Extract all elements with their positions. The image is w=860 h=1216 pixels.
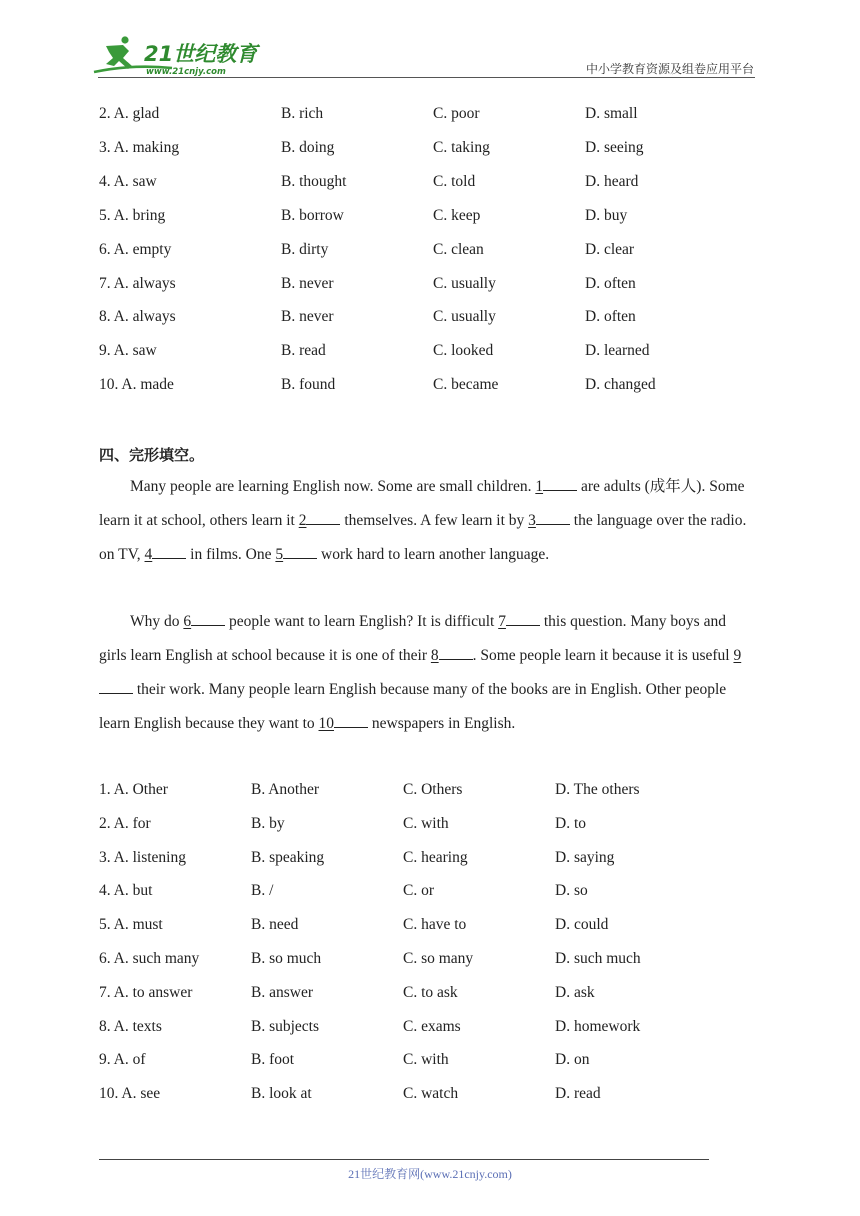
option-b[interactable]: B. foot bbox=[251, 1051, 295, 1069]
option-b[interactable]: B. speaking bbox=[251, 848, 325, 866]
option-c[interactable]: C. with bbox=[403, 814, 449, 832]
option-a[interactable]: 6. A. empty bbox=[99, 240, 172, 258]
option-d[interactable]: D. learned bbox=[585, 342, 650, 360]
option-row bbox=[0, 139, 860, 163]
option-a[interactable]: 2. A. glad bbox=[99, 105, 160, 122]
option-b[interactable]: B. by bbox=[251, 814, 285, 832]
option-b[interactable]: B. never bbox=[281, 308, 334, 326]
option-b[interactable]: B. dirty bbox=[281, 240, 329, 258]
option-b[interactable]: B. / bbox=[251, 882, 274, 900]
option-b[interactable]: B. read bbox=[281, 342, 326, 360]
paragraph-text: Many people are learning English now. Some are small children. bbox=[130, 478, 536, 495]
option-row bbox=[0, 1018, 860, 1042]
blank-5[interactable]: 5 bbox=[275, 546, 317, 563]
option-d[interactable]: D. The others bbox=[555, 781, 640, 798]
option-a[interactable]: 10. A. made bbox=[99, 376, 174, 394]
option-b[interactable]: B. subjects bbox=[251, 1017, 320, 1035]
option-a[interactable]: 1. A. Other bbox=[99, 781, 168, 798]
option-row bbox=[0, 1085, 860, 1109]
header-divider bbox=[98, 77, 755, 78]
page-header bbox=[0, 0, 860, 80]
option-b[interactable]: B. look at bbox=[251, 1085, 312, 1103]
option-d[interactable]: D. changed bbox=[585, 376, 656, 394]
option-c[interactable]: C. or bbox=[403, 882, 434, 900]
option-d[interactable]: D. such much bbox=[555, 950, 641, 967]
option-b[interactable]: B. thought bbox=[281, 172, 347, 190]
blank-7[interactable]: 7 bbox=[498, 613, 540, 630]
paragraph-text: this question. Many boys and girls learn English at school because it is one of their bbox=[99, 613, 726, 664]
option-d[interactable]: D. heard bbox=[585, 172, 639, 190]
option-b[interactable]: B. need bbox=[251, 916, 299, 934]
option-c[interactable]: C. with bbox=[403, 1051, 449, 1069]
blank-6[interactable]: 6 bbox=[183, 613, 225, 630]
option-a[interactable]: 2. A. for bbox=[99, 814, 151, 832]
blank-3[interactable]: 3 bbox=[528, 512, 570, 529]
option-b[interactable]: B. never bbox=[281, 274, 334, 292]
option-b[interactable]: B. Another bbox=[251, 781, 320, 798]
paragraph-text: are adults (成年人). Some learn it at school, others learn it bbox=[99, 478, 745, 529]
option-a[interactable]: 6. A. such many bbox=[99, 950, 200, 967]
blank-9[interactable]: 9 bbox=[99, 647, 741, 698]
option-row bbox=[0, 207, 860, 231]
option-c[interactable]: C. watch bbox=[403, 1085, 459, 1103]
footer-text: 21世纪教育网(www.21cnjy.com) bbox=[348, 1167, 512, 1181]
option-row bbox=[0, 275, 860, 299]
paragraph-text: the language over the radio. on TV, bbox=[99, 512, 747, 563]
option-d[interactable]: D. often bbox=[585, 274, 636, 292]
option-c[interactable]: C. taking bbox=[433, 138, 490, 156]
option-c[interactable]: C. poor bbox=[433, 105, 480, 122]
option-c[interactable]: C. looked bbox=[433, 342, 494, 360]
footer-divider bbox=[99, 1159, 709, 1160]
option-row bbox=[0, 882, 860, 906]
paragraph-text: newspapers in English. bbox=[368, 715, 516, 732]
option-row bbox=[0, 815, 860, 839]
option-row bbox=[0, 105, 860, 129]
option-d[interactable]: D. small bbox=[585, 105, 638, 122]
option-a[interactable]: 8. A. always bbox=[99, 308, 176, 326]
option-a[interactable]: 10. A. see bbox=[99, 1085, 161, 1103]
option-c[interactable]: C. to ask bbox=[403, 983, 458, 1001]
option-row bbox=[0, 849, 860, 873]
option-row bbox=[0, 342, 860, 366]
option-a[interactable]: 9. A. of bbox=[99, 1051, 146, 1069]
paragraph-text: themselves. A few learn it by bbox=[340, 512, 529, 529]
option-c[interactable]: C. Others bbox=[403, 781, 463, 798]
option-b[interactable]: B. so much bbox=[251, 950, 322, 967]
option-d[interactable]: D. to bbox=[555, 814, 586, 832]
option-c[interactable]: C. usually bbox=[433, 308, 496, 326]
blank-2[interactable]: 2 bbox=[299, 512, 341, 529]
option-c[interactable]: C. hearing bbox=[403, 848, 468, 866]
option-a[interactable]: 4. A. but bbox=[99, 882, 153, 900]
section-title: 四、完形填空。 bbox=[99, 446, 205, 464]
option-a[interactable]: 9. A. saw bbox=[99, 342, 157, 360]
logo-text: 21世纪教育 bbox=[144, 42, 258, 66]
cloze-paragraph-1 bbox=[99, 470, 749, 572]
option-d[interactable]: D. buy bbox=[585, 206, 628, 224]
option-c[interactable]: C. usually bbox=[433, 274, 496, 292]
site-logo bbox=[92, 34, 262, 78]
option-row bbox=[0, 984, 860, 1008]
option-row bbox=[0, 308, 860, 332]
option-c[interactable]: C. so many bbox=[403, 950, 474, 967]
option-row bbox=[0, 916, 860, 940]
option-row bbox=[0, 950, 860, 974]
option-row bbox=[0, 781, 860, 805]
option-c[interactable]: C. clean bbox=[433, 240, 484, 258]
blank-4[interactable]: 4 bbox=[145, 546, 187, 563]
option-row bbox=[0, 1051, 860, 1075]
cloze-paragraph-2 bbox=[99, 605, 749, 741]
option-a[interactable]: 3. A. making bbox=[99, 138, 180, 156]
option-a[interactable]: 5. A. must bbox=[99, 916, 163, 934]
option-d[interactable]: D. clear bbox=[585, 240, 635, 258]
option-d[interactable]: D. read bbox=[555, 1085, 601, 1103]
option-c[interactable]: C. keep bbox=[433, 206, 481, 224]
option-d[interactable]: D. homework bbox=[555, 1017, 641, 1035]
option-a[interactable]: 5. A. bring bbox=[99, 206, 166, 224]
option-c[interactable]: C. told bbox=[433, 172, 476, 190]
option-c[interactable]: C. have to bbox=[403, 916, 467, 934]
platform-name: 中小学教育资源及组卷应用平台 bbox=[585, 62, 754, 76]
option-b[interactable]: B. doing bbox=[281, 138, 335, 156]
option-d[interactable]: D. could bbox=[555, 916, 609, 934]
paragraph-text: in films. One bbox=[186, 546, 276, 563]
option-a[interactable]: 4. A. saw bbox=[99, 172, 157, 190]
option-row bbox=[0, 173, 860, 197]
option-c[interactable]: C. became bbox=[433, 376, 499, 394]
paragraph-text: their work. Many people learn English because many of the books are in English. Other people learn English because they want to bbox=[99, 681, 727, 732]
logo-url: www.21cnjy.com bbox=[146, 67, 226, 77]
option-b[interactable]: B. found bbox=[281, 376, 336, 394]
option-row bbox=[0, 376, 860, 400]
option-c[interactable]: C. exams bbox=[403, 1017, 461, 1035]
option-row bbox=[0, 241, 860, 265]
paragraph-text: . Some people learn it because it is useful bbox=[472, 647, 734, 664]
option-b[interactable]: B. answer bbox=[251, 983, 313, 1001]
paragraph-text: Why do bbox=[130, 613, 184, 630]
option-d[interactable]: D. saying bbox=[555, 848, 615, 866]
option-a[interactable]: 7. A. always bbox=[99, 274, 176, 292]
option-d[interactable]: D. often bbox=[585, 308, 636, 326]
option-b[interactable]: B. rich bbox=[281, 105, 324, 122]
paragraph-text: people want to learn English? It is difficult bbox=[225, 613, 499, 630]
option-a[interactable]: 3. A. listening bbox=[99, 848, 186, 866]
paragraph-text: work hard to learn another language. bbox=[317, 546, 550, 563]
option-b[interactable]: B. borrow bbox=[281, 206, 344, 224]
blank-1[interactable]: 1 bbox=[535, 478, 577, 495]
blank-10[interactable]: 10 bbox=[319, 715, 369, 732]
option-d[interactable]: D. ask bbox=[555, 983, 595, 1001]
option-d[interactable]: D. seeing bbox=[585, 138, 644, 156]
blank-8[interactable]: 8 bbox=[431, 647, 473, 664]
option-d[interactable]: D. so bbox=[555, 882, 588, 900]
option-d[interactable]: D. on bbox=[555, 1051, 590, 1069]
option-a[interactable]: 7. A. to answer bbox=[99, 983, 193, 1001]
option-a[interactable]: 8. A. texts bbox=[99, 1017, 162, 1035]
